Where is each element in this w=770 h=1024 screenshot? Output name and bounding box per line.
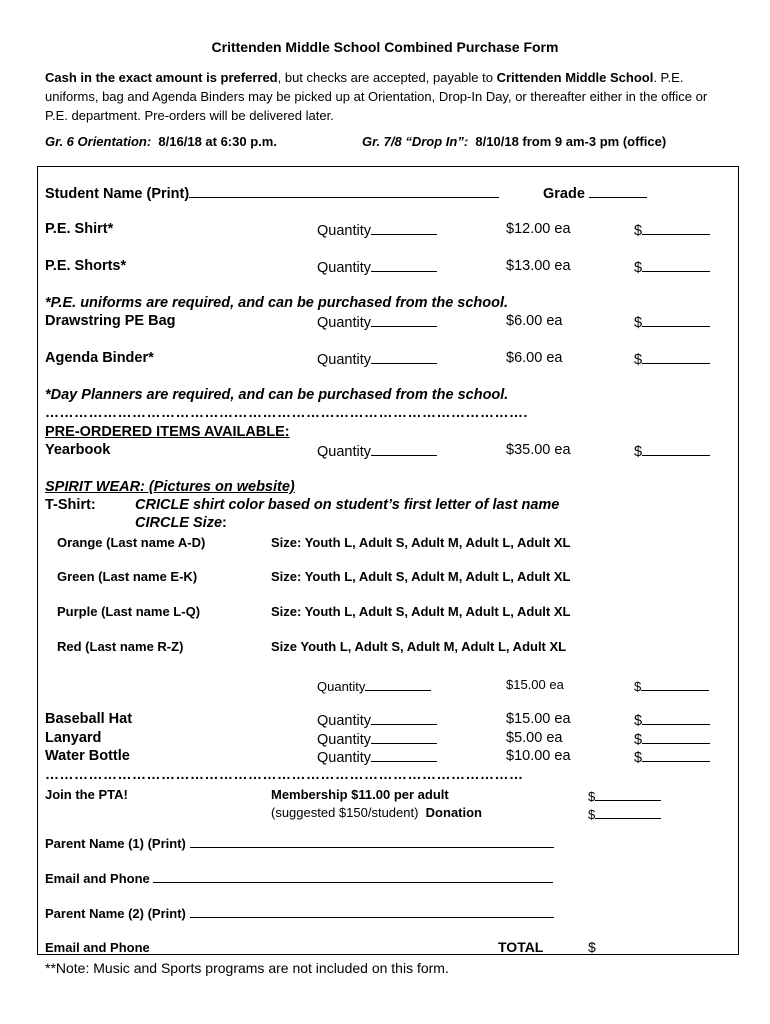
dollar-sign: $: [634, 260, 643, 276]
yearbook-total: [634, 442, 710, 460]
hat-total-field[interactable]: [642, 711, 710, 725]
dollar-sign: $: [634, 352, 643, 368]
page-title: Crittenden Middle School Combined Purchase Form: [211, 39, 559, 55]
lanyard-name: Lanyard: [45, 730, 102, 746]
intro-bold-2: Crittenden Middle School: [496, 70, 654, 85]
bottle-total: [634, 748, 710, 766]
hat-name: Baseball Hat: [45, 711, 133, 727]
email1-row: [45, 869, 553, 886]
day-planner-note: *Day Planners are required, and can be purchased from the school.: [45, 387, 509, 403]
tshirt-total: [634, 677, 709, 694]
dollar-sign: $: [634, 444, 643, 460]
dollar-sign: $: [634, 223, 643, 239]
pta-suggested: (suggested $150/student): [271, 805, 419, 820]
tshirt-total-field[interactable]: [641, 677, 709, 691]
quantity-label: Quantity: [317, 679, 366, 694]
pe-shirt-quantity-field[interactable]: [371, 221, 437, 235]
tshirt-quantity: [317, 677, 431, 694]
intro-bold-1: Cash in the exact amount is preferred: [45, 70, 278, 85]
pe-bag-total-field[interactable]: [642, 313, 710, 327]
parent1-label: Parent Name (1) (Print): [45, 836, 186, 851]
dotted-separator: ……………………………………………………………………………………….: [45, 404, 528, 420]
pe-bag-name: Drawstring PE Bag: [45, 313, 176, 329]
dollar-sign: $: [634, 315, 643, 331]
agenda-quantity: [317, 350, 437, 368]
hat-quantity-field[interactable]: [371, 711, 437, 725]
quantity-label: Quantity: [317, 260, 371, 276]
gr6-label: Gr. 6 Orientation:: [45, 134, 152, 149]
pta-label: Join the PTA!: [45, 787, 128, 802]
lanyard-quantity-field[interactable]: [371, 730, 437, 744]
orange-color-option[interactable]: Orange (Last name A-D): [57, 535, 206, 550]
pe-shirt-price: $12.00 ea: [506, 221, 571, 237]
pta-donation-field[interactable]: [595, 805, 661, 819]
total-dollar: $: [588, 939, 596, 955]
student-name-field[interactable]: [189, 184, 499, 198]
yearbook-quantity: [317, 442, 437, 460]
dollar-sign: $: [634, 732, 643, 748]
purple-color-option[interactable]: Purple (Last name L-Q): [57, 604, 201, 619]
hat-quantity: [317, 711, 437, 729]
hat-price: $15.00 ea: [506, 711, 571, 727]
lanyard-price: $5.00 ea: [506, 730, 563, 746]
bottle-quantity-field[interactable]: [371, 748, 437, 762]
tshirt-price: $15.00 ea: [506, 677, 564, 692]
dotted-separator-2: ………………………………………………………………………………………: [45, 766, 524, 782]
pe-shirt-name: P.E. Shirt*: [45, 221, 114, 237]
pta-donation-line: [271, 805, 482, 820]
pe-shirt-total-field[interactable]: [642, 221, 710, 235]
grade-row: [543, 184, 647, 202]
agenda-quantity-field[interactable]: [371, 350, 437, 364]
red-size-options[interactable]: Size Youth L, Adult S, Adult M, Adult L, Adult XL: [271, 639, 567, 654]
pe-shorts-price: $13.00 ea: [506, 258, 571, 274]
bottle-name: Water Bottle: [45, 748, 130, 764]
intro-text-2: . P.E. uniforms, bag and Agenda Binders may be picked up at Orientation, Drop-In Day, or thereafter either in the office or P.E. department. Pre-orders will be delivered later.: [45, 70, 708, 123]
email2-label: Email and Phone: [45, 940, 150, 955]
student-name-row: [45, 184, 499, 202]
yearbook-price: $35.00 ea: [506, 442, 571, 458]
quantity-label: Quantity: [317, 750, 371, 766]
pta-donation-total: [588, 805, 661, 822]
red-color-option[interactable]: Red (Last name R-Z): [57, 639, 184, 654]
pe-uniform-note: *P.E. uniforms are required, and can be purchased from the school.: [45, 295, 509, 311]
pta-donation-label: Donation: [425, 805, 482, 820]
pe-shorts-total: [634, 258, 710, 276]
pe-bag-price: $6.00 ea: [506, 313, 563, 329]
agenda-total-field[interactable]: [642, 350, 710, 364]
quantity-label: Quantity: [317, 352, 371, 368]
intro-text-1: , but checks are accepted, payable to: [277, 70, 497, 85]
pe-bag-quantity: [317, 313, 437, 331]
circle-size-line: [135, 515, 227, 531]
gr6-value: 8/16/18 at 6:30 p.m.: [158, 134, 277, 149]
quantity-label: Quantity: [317, 444, 371, 460]
dollar-sign: $: [588, 789, 596, 804]
quantity-label: Quantity: [317, 223, 371, 239]
yearbook-quantity-field[interactable]: [371, 442, 437, 456]
pe-bag-total: [634, 313, 710, 331]
email1-label: Email and Phone: [45, 871, 150, 886]
yearbook-name: Yearbook: [45, 442, 111, 458]
agenda-price: $6.00 ea: [506, 350, 563, 366]
pta-membership-field[interactable]: [595, 787, 661, 801]
tshirt-quantity-field[interactable]: [365, 677, 431, 691]
agenda-total: [634, 350, 710, 368]
email1-field[interactable]: [153, 869, 553, 883]
tshirt-label: T-Shirt:: [45, 497, 96, 513]
grade-field[interactable]: [589, 184, 647, 198]
pe-shorts-total-field[interactable]: [642, 258, 710, 272]
bottle-total-field[interactable]: [642, 748, 710, 762]
spirit-wear-heading: SPIRIT WEAR: (Pictures on website): [45, 479, 295, 495]
pe-shorts-quantity: [317, 258, 437, 276]
agenda-name: Agenda Binder*: [45, 350, 154, 366]
circle-size-colon: :: [222, 515, 227, 531]
parent2-label: Parent Name (2) (Print): [45, 906, 186, 921]
tshirt-instruction: CRICLE shirt color based on student’s first letter of last name: [135, 497, 560, 513]
parent2-row: [45, 904, 554, 921]
gr78-label: Gr. 7/8 “Drop In”:: [362, 134, 469, 149]
orange-size-options[interactable]: Size: Youth L, Adult S, Adult M, Adult L, Adult XL: [271, 535, 571, 550]
purple-size-options[interactable]: Size: Youth L, Adult S, Adult M, Adult L, Adult XL: [271, 604, 571, 619]
pe-shorts-name: P.E. Shorts*: [45, 258, 127, 274]
dollar-sign: $: [588, 807, 596, 822]
bottle-price: $10.00 ea: [506, 748, 571, 764]
pe-shirt-quantity: [317, 221, 437, 239]
hat-total: [634, 711, 710, 729]
intro-paragraph: [45, 68, 725, 125]
pta-membership-total: [588, 787, 661, 804]
parent2-field[interactable]: [190, 904, 554, 918]
bottle-quantity: [317, 748, 437, 766]
pta-membership: Membership $11.00 per adult: [271, 787, 449, 802]
parent1-row: [45, 834, 554, 851]
parent1-field[interactable]: [190, 834, 554, 848]
gr78-value: 8/10/18 from 9 am-3 pm (office): [475, 134, 667, 149]
preordered-heading: PRE-ORDERED ITEMS AVAILABLE:: [45, 424, 290, 440]
lanyard-quantity: [317, 730, 437, 748]
green-size-options[interactable]: Size: Youth L, Adult S, Adult M, Adult L, Adult XL: [271, 569, 571, 584]
gr6-schedule: [45, 134, 277, 149]
gr78-schedule: [362, 134, 666, 149]
footnote: **Note: Music and Sports programs are not included on this form.: [45, 960, 449, 976]
quantity-label: Quantity: [317, 732, 371, 748]
pe-shorts-quantity-field[interactable]: [371, 258, 437, 272]
pe-bag-quantity-field[interactable]: [371, 313, 437, 327]
yearbook-total-field[interactable]: [642, 442, 710, 456]
dollar-sign: $: [634, 679, 642, 694]
circle-size-label: CIRCLE Size: [135, 515, 223, 531]
total-label: TOTAL: [498, 939, 544, 955]
green-color-option[interactable]: Green (Last name E-K): [57, 569, 198, 584]
dollar-sign: $: [634, 713, 643, 729]
quantity-label: Quantity: [317, 315, 371, 331]
lanyard-total: [634, 730, 710, 748]
grade-label: Grade: [543, 186, 585, 202]
dollar-sign: $: [634, 750, 643, 766]
quantity-label: Quantity: [317, 713, 371, 729]
student-name-label: Student Name (Print): [45, 186, 190, 202]
lanyard-total-field[interactable]: [642, 730, 710, 744]
pe-shirt-total: [634, 221, 710, 239]
